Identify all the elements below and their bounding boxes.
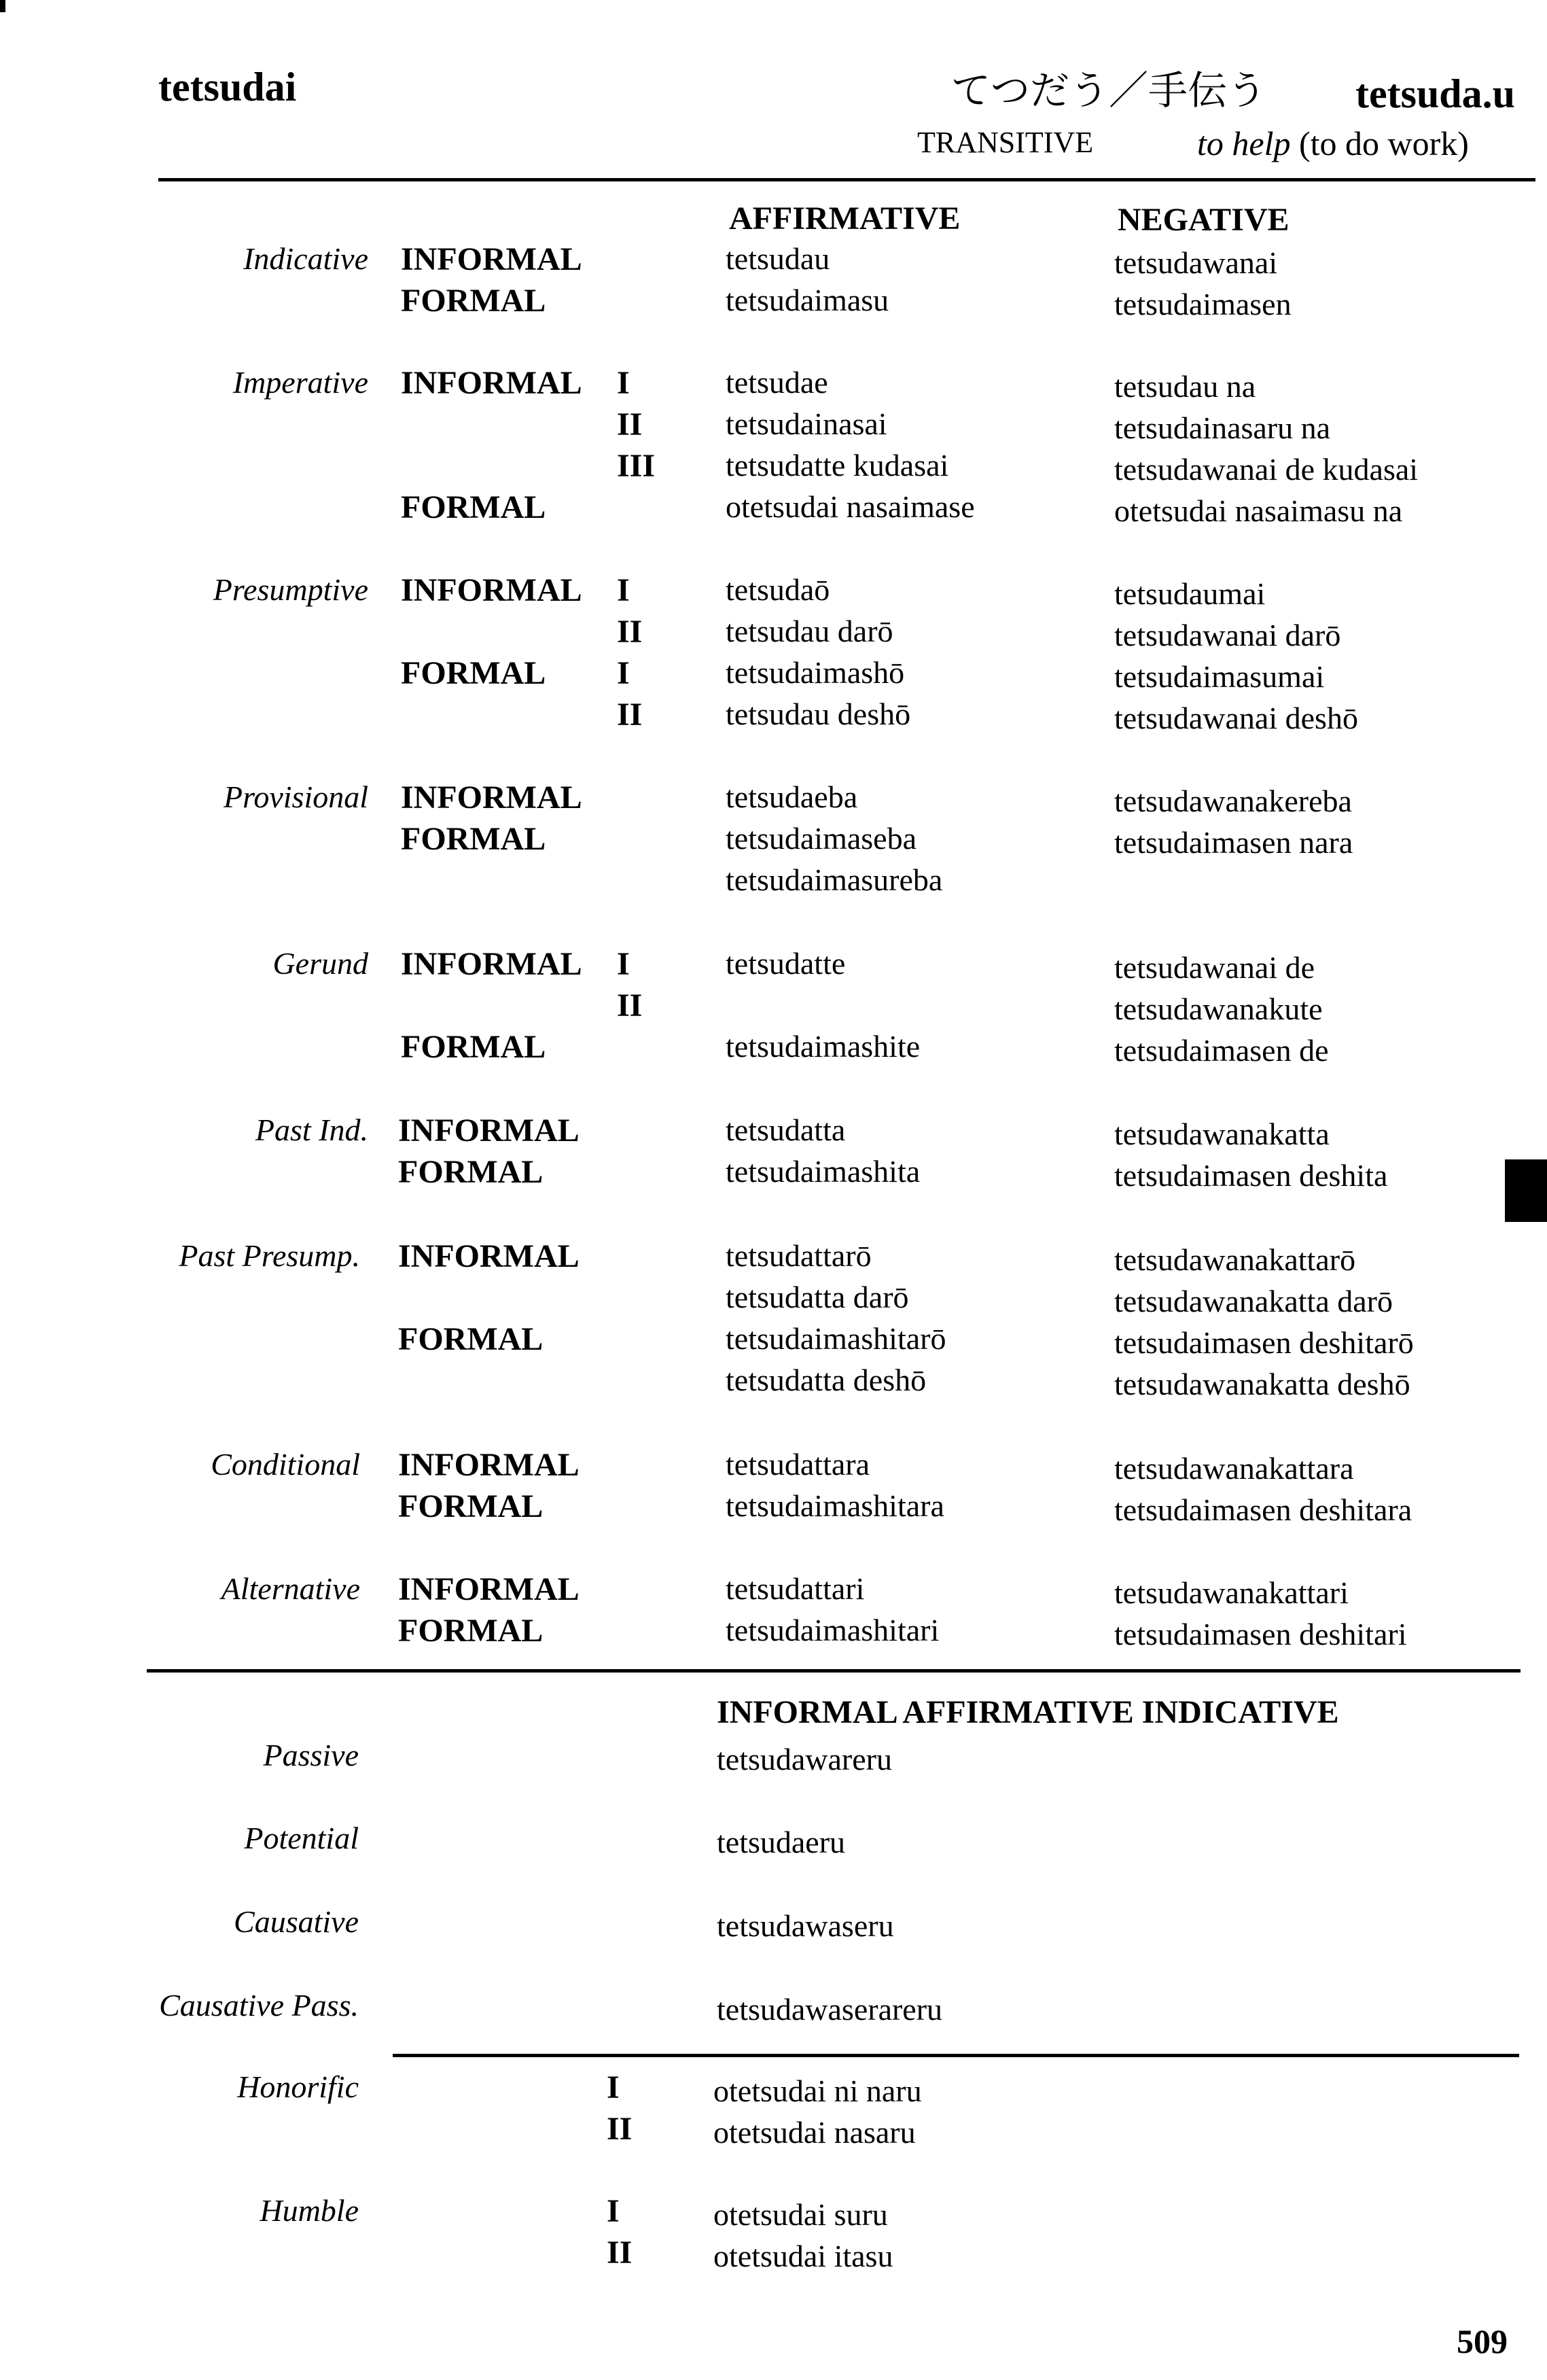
negative-form: tetsudawanai darō [1114, 618, 1341, 652]
register-label: FORMAL [401, 821, 546, 857]
form-label: Gerund [272, 946, 368, 981]
negative-form: tetsudaimasen deshita [1114, 1158, 1388, 1193]
negative-form: tetsudaimasen deshitarō [1114, 1325, 1414, 1360]
variant-number: I [617, 365, 630, 401]
affirmative-form: tetsudaimashite [726, 1029, 921, 1064]
derived-label: Passive [263, 1738, 359, 1772]
variant-number: II [617, 406, 643, 442]
affirmative-form: otetsudai nasaimase [726, 489, 975, 524]
register-label: INFORMAL [398, 1447, 580, 1483]
affirmative-form: tetsudattarō [726, 1238, 872, 1273]
affirmative-form: tetsudaimaseba [726, 821, 917, 856]
negative-form: otetsudai nasaimasu na [1114, 493, 1403, 528]
headword-romaji: tetsudai [158, 65, 297, 109]
polite-form: otetsudai itasu [713, 2239, 893, 2273]
transitivity: TRANSITIVE [917, 126, 1094, 159]
variant-number: I [607, 2193, 620, 2229]
affirmative-form: tetsudatte [726, 946, 846, 981]
register-label: FORMAL [398, 1613, 544, 1649]
register-label: INFORMAL [398, 1113, 580, 1149]
negative-form: tetsudawanakattarō [1114, 1242, 1356, 1277]
form-label: Conditional [211, 1447, 360, 1482]
negative-form: tetsudawanai de [1114, 950, 1315, 985]
derived-label: Causative Pass. [159, 1988, 359, 2023]
polite-label: Humble [260, 2193, 359, 2228]
form-label: Past Ind. [255, 1113, 368, 1147]
negative-form: tetsudawanai deshō [1114, 701, 1358, 735]
variant-number: I [617, 655, 630, 691]
negative-form: tetsudaimasen deshitari [1114, 1617, 1407, 1651]
negative-form: tetsudawanai de kudasai [1114, 452, 1419, 487]
negative-form: tetsudawanakattari [1114, 1575, 1349, 1610]
variant-number: II [617, 987, 643, 1023]
negative-form: tetsudaimasen de [1114, 1033, 1329, 1068]
meaning-plain: (to do work) [1298, 124, 1469, 162]
form-label: Presumptive [213, 572, 368, 607]
affirmative-form: tetsudatte kudasai [726, 448, 949, 483]
negative-form: tetsudawanakatta darō [1114, 1284, 1393, 1318]
affirmative-form: tetsudau darō [726, 614, 893, 648]
header-rule [158, 178, 1535, 181]
affirmative-form: tetsudattara [726, 1447, 870, 1482]
affirmative-form: tetsudatta darō [726, 1280, 909, 1314]
informal-affirmative-indicative-header: INFORMAL AFFIRMATIVE INDICATIVE [717, 1694, 1339, 1730]
affirmative-form: tetsudaimashitara [726, 1488, 944, 1523]
negative-form: tetsudawanakatta [1114, 1117, 1330, 1151]
affirmative-form: tetsudaimashita [726, 1154, 921, 1189]
affirmative-form: tetsudaō [726, 572, 830, 607]
register-label: FORMAL [398, 1321, 544, 1357]
form-label: Alternative [221, 1571, 360, 1606]
column-affirmative: AFFIRMATIVE [729, 200, 961, 237]
variant-number: III [617, 448, 656, 484]
derived-label: Causative [234, 1904, 359, 1939]
thumb-index-tab [1505, 1159, 1547, 1222]
polite-label: Honorific [237, 2069, 359, 2104]
register-label: FORMAL [401, 489, 546, 525]
affirmative-form: tetsudattari [726, 1571, 865, 1606]
negative-form: tetsudawanai [1114, 245, 1278, 280]
variant-number: II [617, 614, 643, 650]
negative-form: tetsudaumai [1114, 576, 1266, 611]
affirmative-form: tetsudaeba [726, 780, 858, 814]
affirmative-form: tetsudae [726, 365, 828, 400]
affirmative-form: tetsudaimashitari [726, 1613, 940, 1647]
negative-form: tetsudawanakute [1114, 992, 1323, 1026]
affirmative-form: tetsudaimashō [726, 655, 905, 690]
form-label: Past Presump. [179, 1238, 360, 1273]
register-label: INFORMAL [401, 780, 582, 816]
derived-form: tetsudawareru [717, 1742, 892, 1777]
negative-form: tetsudawanakattara [1114, 1451, 1354, 1486]
register-label: INFORMAL [401, 572, 582, 608]
derived-label: Potential [244, 1821, 359, 1855]
polite-form: otetsudai nasaru [713, 2115, 916, 2150]
lower-rule [393, 2054, 1519, 2057]
register-label: INFORMAL [401, 946, 582, 982]
form-label: Provisional [224, 780, 368, 814]
variant-number: I [617, 572, 630, 608]
headword-japanese: てつだう／手伝う [951, 67, 1267, 113]
variant-number: II [607, 2111, 633, 2147]
negative-form: tetsudaimasen [1114, 287, 1292, 321]
register-label: FORMAL [401, 1029, 546, 1065]
derived-form: tetsudaeru [717, 1825, 846, 1859]
register-label: INFORMAL [398, 1571, 580, 1607]
register-label: INFORMAL [401, 241, 582, 277]
polite-form: otetsudai ni naru [713, 2073, 922, 2108]
negative-form: tetsudainasaru na [1114, 410, 1331, 445]
variant-number: II [617, 697, 643, 733]
polite-form: otetsudai suru [713, 2197, 888, 2232]
register-label: INFORMAL [398, 1238, 580, 1274]
form-label: Imperative [232, 365, 368, 400]
negative-form: tetsudau na [1114, 369, 1256, 404]
affirmative-form: tetsudatta deshō [726, 1363, 927, 1397]
meaning-italic: to help [1197, 124, 1291, 162]
affirmative-form: tetsudau deshō [726, 697, 911, 731]
derived-form: tetsudawaseru [717, 1908, 894, 1943]
negative-form: tetsudaimasen deshitara [1114, 1492, 1412, 1527]
meaning [1197, 126, 1469, 160]
variant-number: II [607, 2235, 633, 2271]
affirmative-form: tetsudainasai [726, 406, 887, 441]
register-label: FORMAL [401, 655, 546, 691]
affirmative-form: tetsudaimasureba [726, 862, 943, 897]
derived-form: tetsudawaserareru [717, 1992, 943, 2027]
register-label: FORMAL [398, 1488, 544, 1524]
mid-rule [147, 1669, 1521, 1673]
register-label: FORMAL [401, 283, 546, 319]
variant-number: I [607, 2069, 620, 2105]
headword-romaji-dictionary: tetsuda.u [1355, 71, 1516, 116]
negative-form: tetsudaimasen nara [1114, 825, 1353, 860]
affirmative-form: tetsudaimasu [726, 283, 889, 317]
column-negative: NEGATIVE [1118, 202, 1290, 238]
negative-form: tetsudawanakatta deshō [1114, 1367, 1410, 1401]
corner-mark [0, 0, 5, 12]
register-label: FORMAL [398, 1154, 544, 1190]
affirmative-form: tetsudaimashitarō [726, 1321, 946, 1356]
register-label: INFORMAL [401, 365, 582, 401]
affirmative-form: tetsudau [726, 241, 830, 276]
negative-form: tetsudawanakereba [1114, 784, 1352, 818]
page-number: 509 [1457, 2322, 1508, 2360]
variant-number: I [617, 946, 630, 982]
form-label: Indicative [243, 241, 368, 276]
negative-form: tetsudaimasumai [1114, 659, 1325, 694]
affirmative-form: tetsudatta [726, 1113, 846, 1147]
